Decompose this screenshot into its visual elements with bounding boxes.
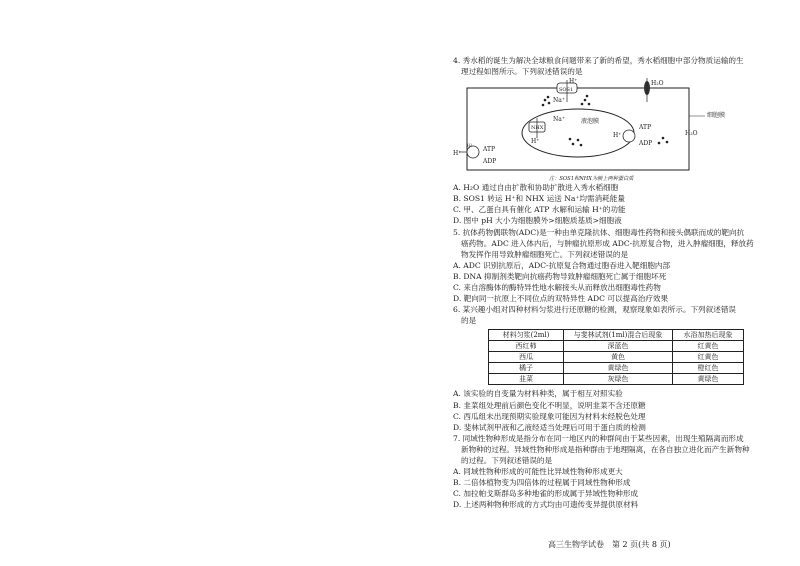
- cell-membrane-label: 细胞膜: [707, 112, 726, 120]
- adp-right-label: ADP: [639, 140, 653, 148]
- h-right-label: H⁺: [613, 132, 622, 140]
- na-top-label: Na⁺: [553, 97, 565, 105]
- nhx-label: NHX: [531, 125, 544, 132]
- vacuole-membrane-label: 液泡膜: [581, 118, 600, 126]
- h2o-right-label: H₂O: [685, 130, 698, 138]
- question-4-stem-2: 理过程如图所示。下列叙述错误的是: [461, 67, 583, 77]
- table-row: [489, 363, 744, 374]
- atp-left-label: ATP: [483, 146, 496, 154]
- table-cell: 黄色: [564, 352, 673, 363]
- question-7-option-d: D. 上述两种物种形成的方式均由可遗传变异提供原材料: [453, 500, 639, 510]
- question-6-stem-1: 6. 某兴趣小组对四种材料匀浆进行还原糖的检测，观察现象如表所示。下列叙述错误: [453, 305, 737, 315]
- question-7-option-a: A. 同域性物种形成的可能性比异域性物种形成更大: [453, 467, 623, 477]
- question-4-stem-1: 4. 秀水稻的诞生为解决全球粮食问题带来了新的希望，秀水稻细胞中部分物质运输的生: [453, 56, 744, 65]
- table-cell: 红黄色: [673, 341, 744, 352]
- table-cell: 黄绿色: [673, 374, 744, 385]
- question-5-stem-3: 物发挥作用导致肿瘤细胞死亡。下列叙述错误的是: [461, 249, 629, 259]
- exam-page: [453, 55, 765, 510]
- question-6-option-c: C. 西瓜组未出现预期实验现象可能因为材料未经脱色处理: [453, 411, 646, 421]
- table-cell: 红黄色: [673, 352, 744, 363]
- question-5-stem-2: 癌药物。ADC 进入体内后，与肿瘤抗原形成 ADC-抗原复合物，进入肿瘤细胞，释放药: [461, 238, 754, 248]
- question-6-stem-2: 的是: [461, 316, 477, 326]
- question-4: [453, 55, 765, 227]
- question-5-stem-1: 5. 抗体药物偶联物(ADC)是一种由单克隆抗体、细胞毒性药物和接头偶联而成的靶向抗: [453, 227, 745, 237]
- table-cell: 深蓝色: [564, 341, 673, 352]
- table-cell: 灰绿色: [564, 374, 673, 385]
- table-cell: 西红柿: [489, 341, 564, 352]
- question-7-option-b: B. 二倍体植物变为四倍体的过程属于同域性物种形成: [453, 478, 631, 488]
- na-mid-label: Na⁺: [553, 116, 565, 124]
- table-row: [489, 374, 744, 385]
- cell-membrane-shape: [467, 88, 689, 170]
- table-header: 水浴加热后现象: [673, 330, 744, 341]
- h2o-top-label: H₂O: [651, 80, 664, 88]
- question-5-option-c: C. 来自溶酶体的酶特异性地水解接头从而释放出细胞毒性药物: [453, 283, 661, 293]
- sos1-label: SOS1: [559, 87, 574, 94]
- transport-diagram-figure: [453, 78, 765, 182]
- h-top-label: H⁺: [569, 78, 578, 86]
- table-header: 材料匀浆(2ml): [489, 330, 564, 341]
- table-cell: 橙红色: [673, 363, 744, 374]
- pump-a-label: 甲: [467, 144, 473, 151]
- materials-table: [488, 329, 744, 385]
- question-5-option-a: A. ADC 识别抗原后，ADC-抗原复合物通过胞吞进入靶细胞内部: [453, 260, 671, 270]
- h-left-label: H⁺: [453, 150, 462, 158]
- question-7-stem-1: 7. 同域性物种形成是指分布在同一地区内的种群间由于某些因素，出现生殖隔离而形成: [453, 433, 744, 443]
- table-row: [489, 352, 744, 363]
- table-cell: 黄绿色: [564, 363, 673, 374]
- table-cell: 西瓜: [489, 352, 564, 363]
- question-7-stem-2: 新物种的过程。异域性物种形成是指种群由于地理隔离，在各自独立进化而产生新物种: [461, 444, 750, 454]
- question-7-stem-3: 的过程。下列叙述错误的是: [461, 455, 553, 465]
- question-6-option-a: A. 该实验的自变量为材料种类，属于相互对照实验: [453, 389, 623, 399]
- table-row: [489, 341, 744, 352]
- table-header: 与斐林试剂(1ml)混合后现象: [564, 330, 673, 341]
- diagram-caption: 注：SOS1和NHX为膜上两种蛋白质: [549, 176, 634, 183]
- vacuole-pump-shape: [623, 130, 635, 142]
- transport-diagram: [453, 78, 765, 182]
- question-4-option-a: A. H₂O 通过自由扩散和协助扩散进入秀水稻细胞: [453, 183, 619, 193]
- question-5: [453, 227, 765, 305]
- atp-right-label: ATP: [639, 124, 652, 132]
- question-6-option-d: D. 斐林试剂甲液和乙液经适当处理后可用于蛋白质的检测: [453, 422, 646, 432]
- question-7: [453, 433, 765, 511]
- question-4-option-b: B. SOS1 转运 H⁺和 NHX 运送 Na⁺均需消耗能量: [453, 194, 625, 204]
- question-6: [453, 304, 765, 433]
- question-4-option-c: C. 甲、乙蛋白具有催化 ATP 水解和运输 H⁺的功能: [453, 205, 626, 215]
- table-cell: 韭菜: [489, 374, 564, 385]
- question-5-option-d: D. 靶向同一抗原上不同位点的双特异性 ADC 可以提高治疗效果: [453, 294, 669, 304]
- question-6-option-b: B. 韭菜组处理前后颜色变化不明显，说明韭菜不含还原糖: [453, 400, 646, 410]
- table-cell: 橘子: [489, 363, 564, 374]
- question-5-option-b: B. DNA 抑制剂类靶向抗癌药物导致肿瘤细胞死亡属于细胞坏死: [453, 271, 667, 281]
- question-4-option-d: D. 图中 pH 大小为细胞膜外>细胞质基质>细胞液: [453, 216, 622, 226]
- adp-left-label: ADP: [483, 158, 497, 166]
- table-header-row: [489, 330, 744, 341]
- h-mid-label: H⁺: [531, 138, 540, 146]
- page-footer: 高三生物学试卷 第 2 页(共 8 页): [548, 540, 671, 549]
- question-7-option-c: C. 加拉帕戈斯群岛多种地雀的形成属于异域性物种形成: [453, 489, 639, 499]
